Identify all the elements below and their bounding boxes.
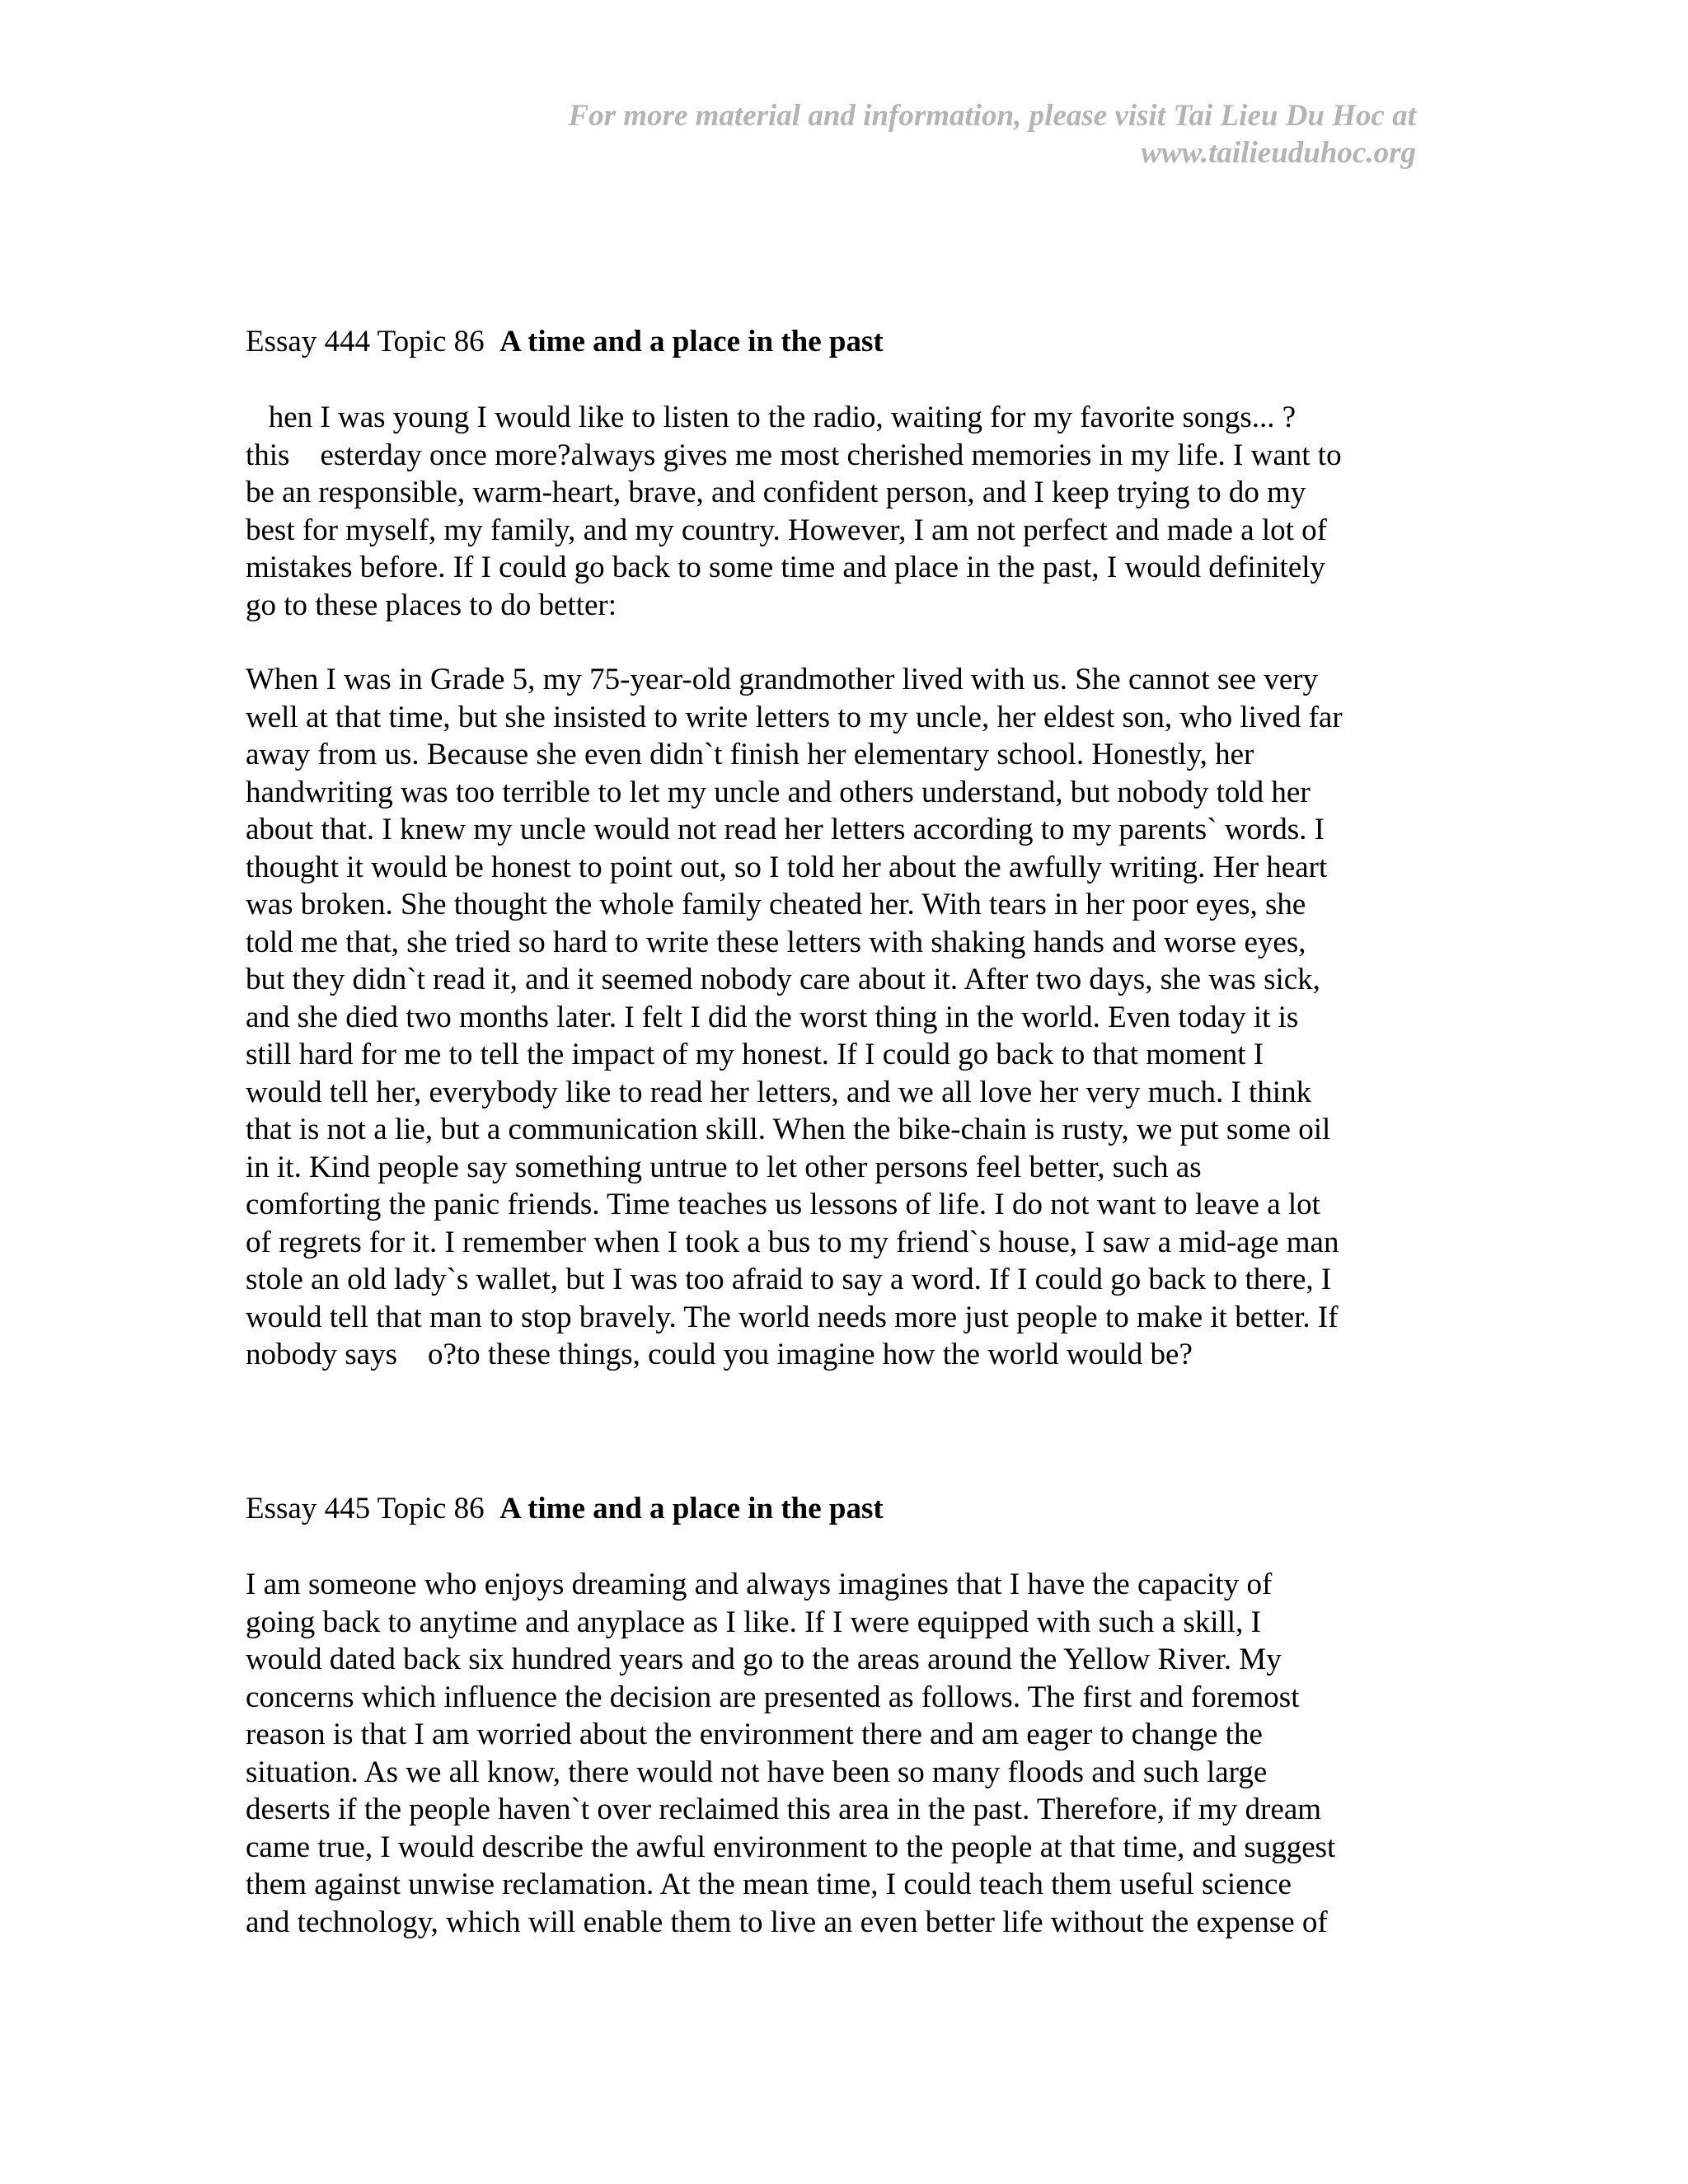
text-line: was broken. She thought the whole family cheated her. With tears in her poor eyes, she — [246, 888, 1306, 921]
essay-445-heading — [246, 1490, 1449, 1528]
text-line: told me that, she tried so hard to write these letters with shaking hands and worse eyes, — [246, 925, 1306, 959]
essay-444-label: Essay 444 Topic 86 — [246, 325, 485, 359]
essay-445-title: A time and a place in the past — [499, 1492, 884, 1526]
text-line: going back to anytime and anyplace as I like. If I were equipped with such a skill, I — [246, 1605, 1261, 1639]
text-line: hen I was young I would like to listen to the radio, waiting for my favorite songs... ? — [246, 401, 1296, 434]
text-line: mistakes before. If I could go back to some time and place in the past, I would definitely — [246, 551, 1326, 584]
text-line: but they didn`t read it, and it seemed nobody care about it. After two days, she was sick, — [246, 963, 1320, 996]
text-line: deserts if the people haven`t over reclaimed this area in the past. Therefore, if my dream — [246, 1793, 1322, 1826]
text-line: came true, I would describe the awful environment to the people at that time, and suggest — [246, 1830, 1336, 1864]
text-line: go to these places to do better: — [246, 588, 617, 622]
text-line: about that. I knew my uncle would not read her letters according to my parents` words. I — [246, 813, 1325, 846]
essay-444-title: A time and a place in the past — [499, 325, 884, 359]
text-line: and technology, which will enable them to live an even better life without the expense of — [246, 1905, 1328, 1939]
text-line: stole an old lady`s wallet, but I was too afraid to say a word. If I could go back to there, I — [246, 1263, 1332, 1296]
text-line: would dated back six hundred years and go to the areas around the Yellow River. My — [246, 1643, 1282, 1676]
text-line: of regrets for it. I remember when I took a bus to my friend`s house, I saw a mid-age man — [246, 1225, 1339, 1259]
text-line: well at that time, but she insisted to write letters to my uncle, her eldest son, who lived far — [246, 700, 1343, 734]
text-line: best for myself, my family, and my country. However, I am not perfect and made a lot of — [246, 513, 1327, 547]
website-notice-line-2: www.tailieuduhoc.org — [1141, 136, 1416, 170]
text-line: handwriting was too terrible to let my uncle and others understand, but nobody told her — [246, 775, 1311, 809]
text-line: still hard for me to tell the impact of my honest. If I could go back to that moment I — [246, 1038, 1264, 1071]
essay-444-paragraph-1 — [246, 399, 1449, 624]
text-line: thought it would be honest to point out, so I told her about the awfully writing. Her heart — [246, 850, 1328, 884]
text-line: be an responsible, warm-heart, brave, and confident person, and I keep trying to do my — [246, 476, 1306, 509]
text-line: would tell that man to stop bravely. The world needs more just people to make it better. If — [246, 1300, 1339, 1334]
text-line: that is not a lie, but a communication skill. When the bike-chain is rusty, we put some oil — [246, 1113, 1331, 1146]
text-line: in it. Kind people say something untrue to let other persons feel better, such as — [246, 1150, 1202, 1184]
website-notice-line-1: For more material and information, please visit Tai Lieu Du Hoc at — [568, 99, 1416, 133]
text-line: When I was in Grade 5, my 75-year-old grandmother lived with us. She cannot see very — [246, 663, 1319, 696]
website-notice — [427, 97, 1416, 171]
text-line: I am someone who enjoys dreaming and always imagines that I have the capacity of — [246, 1568, 1273, 1601]
text-line: situation. As we all know, there would not have been so many floods and such large — [246, 1755, 1268, 1789]
text-line: nobody says o?to these things, could you imagine how the world would be? — [246, 1338, 1193, 1371]
text-line: comforting the panic friends. Time teaches us lessons of life. I do not want to leave a lot — [246, 1188, 1320, 1221]
text-line: reason is that I am worried about the environment there and am eager to change the — [246, 1718, 1263, 1751]
text-line: concerns which influence the decision are presented as follows. The first and foremost — [246, 1680, 1300, 1714]
text-line: away from us. Because she even didn`t finish her elementary school. Honestly, her — [246, 738, 1254, 771]
essay-444-paragraph-2 — [246, 661, 1449, 1374]
essay-444-heading — [246, 323, 1449, 361]
text-line: and she died two months later. I felt I did the worst thing in the world. Even today it is — [246, 1000, 1299, 1034]
text-line: this esterday once more?always gives me most cherished memories in my life. I want to — [246, 438, 1342, 472]
text-line: would tell her, everybody like to read her letters, and we all love her very much. I think — [246, 1075, 1312, 1109]
essay-445-paragraph-1 — [246, 1566, 1449, 1941]
essay-445-label: Essay 445 Topic 86 — [246, 1492, 485, 1526]
text-line: them against unwise reclamation. At the mean time, I could teach them useful science — [246, 1868, 1292, 1901]
